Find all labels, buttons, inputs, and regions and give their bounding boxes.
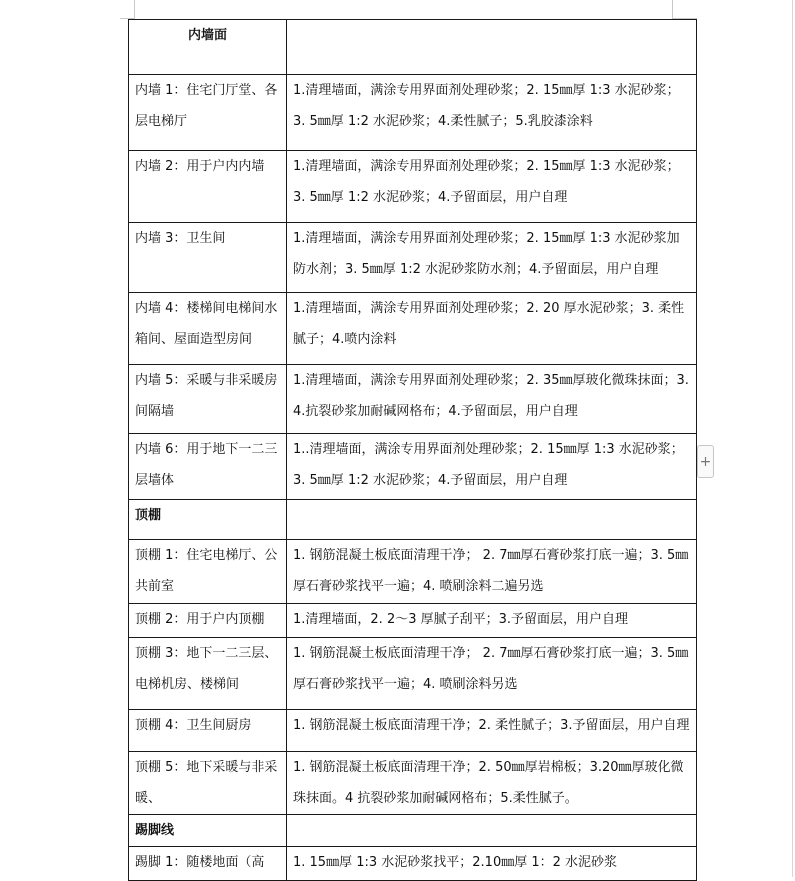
section-row	[129, 20, 697, 75]
section-row	[129, 815, 697, 847]
section-heading: 顶棚	[129, 500, 287, 540]
item-name-cell: 内墙 2：用于户内内墙	[129, 151, 287, 223]
document-right-border	[792, 0, 793, 877]
table-row	[129, 365, 697, 434]
table-row	[129, 540, 697, 604]
item-spec-cell: 1..清理墙面，满涂专用界面剂处理砂浆；2. 15㎜厚 1:3 水泥砂浆；3. 5㎜厚 1:2 水泥砂浆；4.予留面层，用户自理	[287, 434, 697, 500]
item-name-cell: 内墙 5：采暖与非采暖房间隔墙	[129, 365, 287, 434]
table-row	[129, 151, 697, 223]
item-spec-cell: 1.清理墙面，满涂专用界面剂处理砂浆；2. 20 厚水泥砂浆；3. 柔性腻子；4.喷内涂料	[287, 293, 697, 365]
item-spec-cell	[287, 500, 697, 540]
item-spec-cell: 1.清理墙面，满涂专用界面剂处理砂浆；2. 35㎜厚玻化微珠抹面；3. 4.抗裂砂浆加耐碱网格布；4.予留面层，用户自理	[287, 365, 697, 434]
item-name-cell: 顶棚 4：卫生间厨房	[129, 710, 287, 752]
add-row-button[interactable]: +	[697, 445, 714, 478]
item-spec-cell: 1.清理墙面，满涂专用界面剂处理砂浆；2. 15㎜厚 1:3 水泥砂浆加防水剂；3. 5㎜厚 1:2 水泥砂浆防水剂；4.予留面层，用户自理	[287, 223, 697, 293]
table-row	[129, 752, 697, 815]
item-spec-cell	[287, 20, 697, 75]
table-row	[129, 223, 697, 293]
item-name-cell: 踢脚 1：随楼地面（高	[129, 847, 287, 881]
page-corner-mark-left	[120, 0, 135, 19]
table-row	[129, 847, 697, 881]
item-spec-cell: 1.清理墙面，满涂专用界面剂处理砂浆；2. 15㎜厚 1:3 水泥砂浆；3. 5㎜厚 1:2 水泥砂浆；4.予留面层，用户自理	[287, 151, 697, 223]
item-name-cell: 内墙 4：楼梯间电梯间水箱间、屋面造型房间	[129, 293, 287, 365]
section-heading: 踢脚线	[129, 815, 287, 847]
item-spec-cell: 1. 钢筋混凝土板底面清理干净；2. 50㎜厚岩棉板；3.20㎜厚玻化微珠抹面。4 抗裂砂浆加耐碱网格布；5.柔性腻子。	[287, 752, 697, 815]
finish-spec-table	[128, 19, 697, 881]
table-row	[129, 75, 697, 151]
table-row	[129, 293, 697, 365]
item-spec-cell: 1.清理墙面，2. 2～3 厚腻子刮平；3.予留面层，用户自理	[287, 604, 697, 638]
section-row	[129, 500, 697, 540]
item-name-cell: 顶棚 1：住宅电梯厅、公共前室	[129, 540, 287, 604]
item-name-cell: 内墙 3：卫生间	[129, 223, 287, 293]
item-spec-cell: 1. 钢筋混凝土板底面清理干净； 2. 7㎜厚石膏砂浆打底一遍；3. 5㎜厚石膏砂浆找平一遍；4. 喷刷涂料二遍另选	[287, 540, 697, 604]
item-name-cell: 顶棚 3：地下一二三层、电梯机房、楼梯间	[129, 638, 287, 710]
item-spec-cell	[287, 815, 697, 847]
item-spec-cell: 1. 15㎜厚 1:3 水泥砂浆找平；2.10㎜厚 1：2 水泥砂浆	[287, 847, 697, 881]
item-name-cell: 内墙 6：用于地下一二三层墙体	[129, 434, 287, 500]
table-row	[129, 710, 697, 752]
item-name-cell: 顶棚 5：地下采暖与非采暖、	[129, 752, 287, 815]
section-heading: 内墙面	[129, 20, 287, 75]
page-corner-mark-right	[672, 0, 697, 19]
item-spec-cell: 1.清理墙面，满涂专用界面剂处理砂浆；2. 15㎜厚 1:3 水泥砂浆；3. 5㎜厚 1:2 水泥砂浆；4.柔性腻子；5.乳胶漆涂料	[287, 75, 697, 151]
item-name-cell: 顶棚 2：用于户内顶棚	[129, 604, 287, 638]
item-spec-cell: 1. 钢筋混凝土板底面清理干净； 2. 7㎜厚石膏砂浆打底一遍；3. 5㎜厚石膏砂浆找平一遍；4. 喷刷涂料另选	[287, 638, 697, 710]
table-row	[129, 434, 697, 500]
table-row	[129, 638, 697, 710]
table-row	[129, 604, 697, 638]
item-name-cell: 内墙 1：住宅门厅堂、各层电梯厅	[129, 75, 287, 151]
item-spec-cell: 1. 钢筋混凝土板底面清理干净；2. 柔性腻子；3.予留面层，用户自理	[287, 710, 697, 752]
